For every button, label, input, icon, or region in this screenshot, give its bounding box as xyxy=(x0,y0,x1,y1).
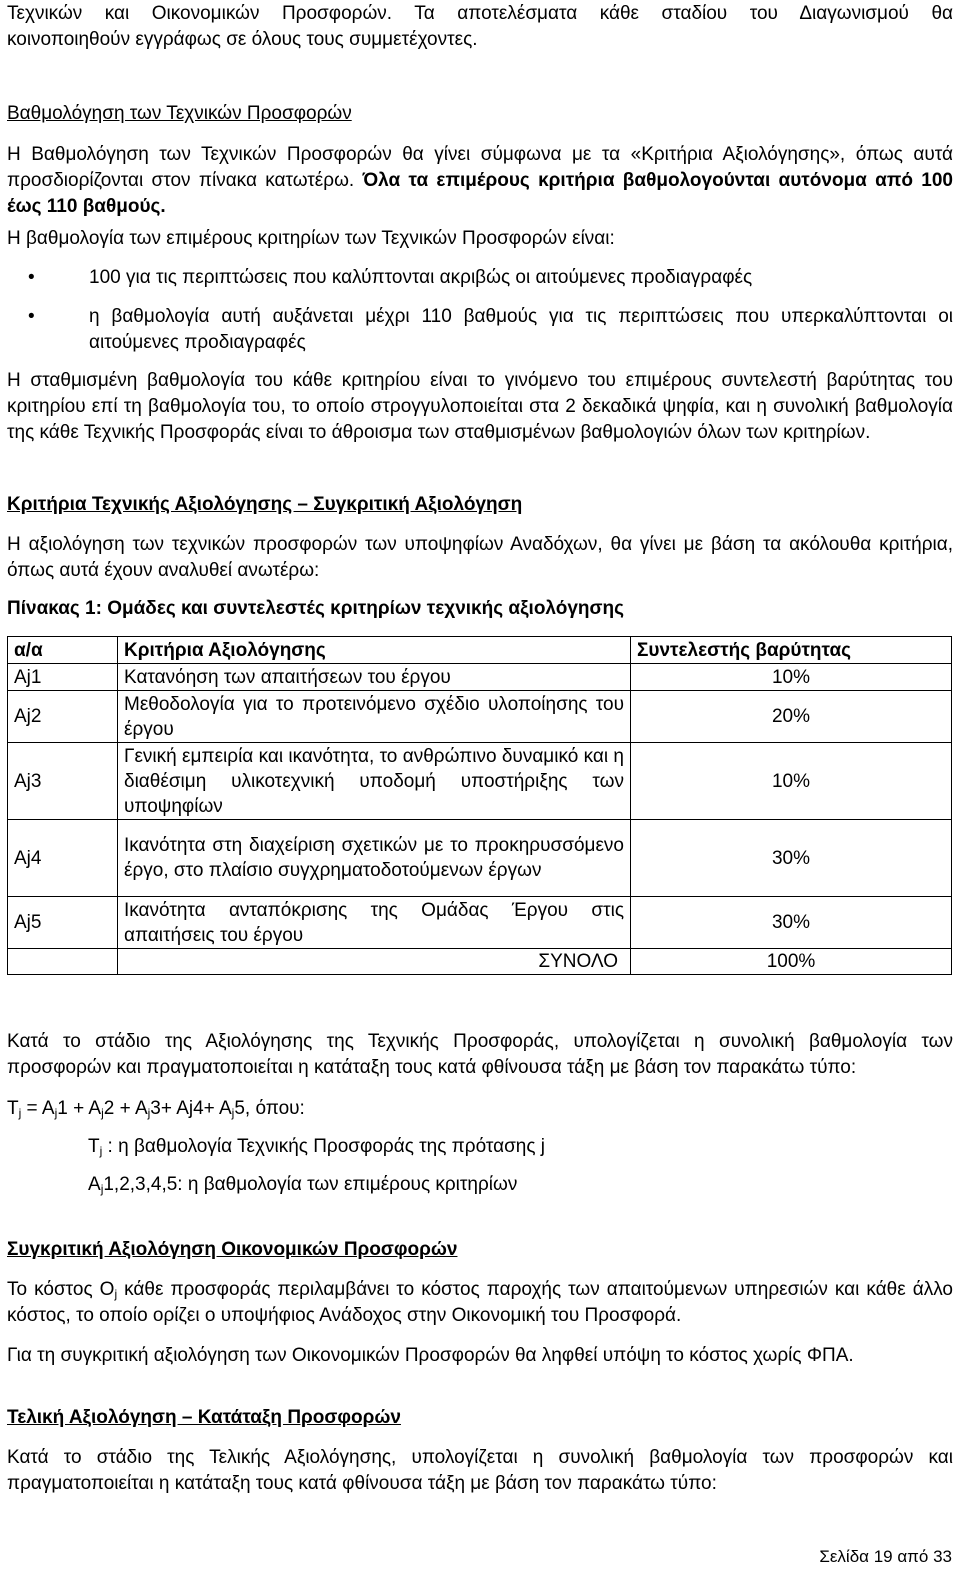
header-cell-id: α/α xyxy=(8,637,118,664)
bullet-text: η βαθμολογία αυτή αυξάνεται μέχρι 110 βαθμούς για τις περιπτώσεις που υπερκαλύπτονται οι αιτούμενες προδιαγραφές xyxy=(89,306,953,353)
row-criterion-cell: Ικανότητα στη διαχείριση σχετικών με το προκηρυσσόμενο έργο, στο πλαίσιο συγχρηματοδοτούμενων έργων xyxy=(118,820,631,897)
table-row xyxy=(8,691,952,743)
tech-scoring-section xyxy=(7,101,953,446)
definition-tj xyxy=(7,1134,953,1160)
financial-paragraph-1 xyxy=(7,1277,953,1329)
page-number: Σελίδα 19 από 33 xyxy=(819,1547,952,1566)
tech-scoring-paragraph-2: Η βαθμολογία των επιμέρους κριτηρίων των Τεχνικών Προσφορών είναι: xyxy=(7,228,615,249)
final-heading: Τελική Αξιολόγηση – Κατάταξη Προσφορών xyxy=(7,1407,401,1428)
row-id-cell: Aj3 xyxy=(8,743,118,820)
definition-aj-sub: j xyxy=(100,1182,104,1196)
financial-paragraph-1-b: κάθε προσφοράς περιλαμβάνει το κόστος παροχής των απαιτούμενων υπηρεσιών και κάθε άλλο κόστος, το οποίο ορίζει ο υποψήφιος Ανάδοχος στην Οικονομική του Προσφορά. xyxy=(7,1279,953,1326)
formula-a3-sub: j xyxy=(147,1106,151,1120)
formula-part-5: 5, όπου: xyxy=(234,1098,305,1119)
final-section xyxy=(7,1405,953,1497)
financial-paragraph-1-a: Το κόστος O xyxy=(7,1279,115,1300)
table-total-row xyxy=(8,949,952,975)
formula-part-1: 1 + A xyxy=(57,1098,102,1119)
table-row xyxy=(8,820,952,897)
criteria-heading: Κριτήρια Τεχνικής Αξιολόγησης – Συγκριτική Αξιολόγηση xyxy=(7,494,523,515)
tech-scoring-heading: Βαθμολόγηση των Τεχνικών Προσφορών xyxy=(7,103,352,124)
formula-a5-sub: j xyxy=(231,1106,235,1120)
financial-paragraph-2: Για τη συγκριτική αξιολόγηση των Οικονομικών Προσφορών θα ληφθεί υπόψη το κόστος χωρίς ΦΠΑ. xyxy=(7,1345,854,1366)
financial-section xyxy=(7,1237,953,1369)
formula-a2-sub: j xyxy=(101,1106,104,1120)
formula-eq: = A xyxy=(21,1098,55,1119)
intro-line-1: Τεχνικών και Οικονομικών Προσφορών. Τα αποτελέσματα κάθε σταδίου του Διαγωνισμού θα xyxy=(7,3,953,24)
header-cell-weight: Συντελεστής βαρύτητας xyxy=(631,637,952,664)
bullet-icon: • xyxy=(28,306,35,327)
total-value-cell: 100% xyxy=(631,949,952,975)
tech-scoring-paragraph-1-bold: Όλα τα επιμέρους κριτήρια βαθμολογούνται αυτόνομα από 100 έως 110 βαθμούς. xyxy=(7,170,953,217)
definition-tj-symbol: T xyxy=(88,1136,100,1157)
table-row xyxy=(8,664,952,691)
row-id-cell: Aj5 xyxy=(8,897,118,949)
row-weight-cell: 30% xyxy=(631,897,952,949)
bullet-icon: • xyxy=(28,267,35,288)
total-empty-cell xyxy=(8,949,118,975)
definition-aj-symbol: A xyxy=(88,1174,101,1195)
criteria-paragraph: Η αξιολόγηση των τεχνικών προσφορών των υποψηφίων Αναδόχων, θα γίνει με βάση τα ακόλουθα κριτήρια, όπως αυτά έχουν αναλυθεί ανωτέρω: xyxy=(7,534,953,581)
row-criterion-cell: Γενική εμπειρία και ικανότητα, το ανθρώπινο δυναμικό και η διαθέσιμη υλικοτεχνική υποδομή υποστήριξης των υποψηφίων xyxy=(118,743,631,820)
formula-t: T xyxy=(7,1098,19,1119)
formula-part-2: 2 + A xyxy=(103,1098,148,1119)
intro-line-2: κοινοποιηθούν εγγράφως σε όλους τους συμμετέχοντες. xyxy=(7,29,478,50)
row-criterion-cell: Μεθοδολογία για το προτεινόμενο σχέδιο υλοποίησης του έργου xyxy=(118,691,631,743)
header-cell-criterion: Κριτήρια Αξιολόγησης xyxy=(118,637,631,664)
formula-t-sub: j xyxy=(18,1106,22,1120)
final-paragraph: Κατά το στάδιο της Τελικής Αξιολόγησης, υπολογίζεται η συνολική βαθμολογία των προσφορών και πραγματοποιείται η κατάταξη τους κατά φθίνουσα τάξη με βάση τον παρακάτω τύπο: xyxy=(7,1447,953,1494)
definition-tj-text: : η βαθμολογία Τεχνικής Προσφοράς της πρότασης j xyxy=(102,1136,546,1157)
row-id-cell: Aj1 xyxy=(8,664,118,691)
row-id-cell: Aj2 xyxy=(8,691,118,743)
list-item xyxy=(7,265,953,291)
tech-scoring-paragraph-1-text: Η Βαθμολόγηση των Τεχνικών Προσφορών θα γίνει σύμφωνα με τα «Κριτήρια Αξιολόγησης», όπως αυτά προσδιορίζονται στον πίνακα κατωτέρω. xyxy=(7,144,953,191)
intro-block xyxy=(7,1,953,53)
total-label-cell: ΣΥΝΟΛΟ xyxy=(118,949,631,975)
bullet-text: 100 για τις περιπτώσεις που καλύπτονται ακριβώς οι αιτούμενες προδιαγραφές xyxy=(89,267,753,288)
row-weight-cell: 10% xyxy=(631,743,952,820)
list-item xyxy=(7,304,953,356)
criteria-table xyxy=(7,636,952,975)
table-header-row xyxy=(8,637,952,664)
definition-tj-sub: j xyxy=(99,1144,103,1158)
formula-part-3: 3+ Aj4+ A xyxy=(150,1098,232,1119)
row-weight-cell: 30% xyxy=(631,820,952,897)
table-row xyxy=(8,897,952,949)
formula-section xyxy=(7,1029,953,1198)
definition-aj-text: 1,2,3,4,5: η βαθμολογία των επιμέρους κριτηρίων xyxy=(103,1174,518,1195)
criteria-section xyxy=(7,492,953,622)
table-title: Πίνακας 1: Ομάδες και συντελεστές κριτηρίων τεχνικής αξιολόγησης xyxy=(7,598,625,619)
row-criterion-cell: Κατανόηση των απαιτήσεων του έργου xyxy=(118,664,631,691)
row-weight-cell: 20% xyxy=(631,691,952,743)
row-weight-cell: 10% xyxy=(631,664,952,691)
scoring-bullet-list xyxy=(7,265,953,356)
tech-scoring-paragraph-1 xyxy=(7,142,953,220)
formula-line xyxy=(7,1096,953,1122)
tech-scoring-paragraph-3: Η σταθμισμένη βαθμολογία του κάθε κριτηρίου είναι το γινόμενο του επιμέρους συντελεστή βαρύτητας του κριτηρίου επί τη βαθμολογία του, το οποίο στρογγυλοποιείται στα 2 δεκαδικά ψηφία, και η συνολική βαθμολογία της κάθε Τεχνικής Προσφοράς είναι το άθροισμα των σταθμισμένων βαθμολογιών όλων των κριτηρίων. xyxy=(7,370,953,443)
row-criterion-cell: Ικανότητα ανταπόκρισης της Ομάδας Έργου στις απαιτήσεις του έργου xyxy=(118,897,631,949)
formula-a1-sub: j xyxy=(54,1106,58,1120)
financial-heading: Συγκριτική Αξιολόγηση Οικονομικών Προσφορών xyxy=(7,1239,458,1260)
financial-paragraph-1-sub: j xyxy=(114,1287,118,1301)
formula-paragraph: Κατά το στάδιο της Αξιολόγησης της Τεχνικής Προσφοράς, υπολογίζεται η συνολική βαθμολογία των προσφορών και πραγματοποιείται η κατάταξη τους κατά φθίνουσα τάξη με βάση τον παρακάτω τύπο: xyxy=(7,1031,953,1078)
table-row xyxy=(8,743,952,820)
row-id-cell: Aj4 xyxy=(8,820,118,897)
definition-aj xyxy=(7,1172,953,1198)
